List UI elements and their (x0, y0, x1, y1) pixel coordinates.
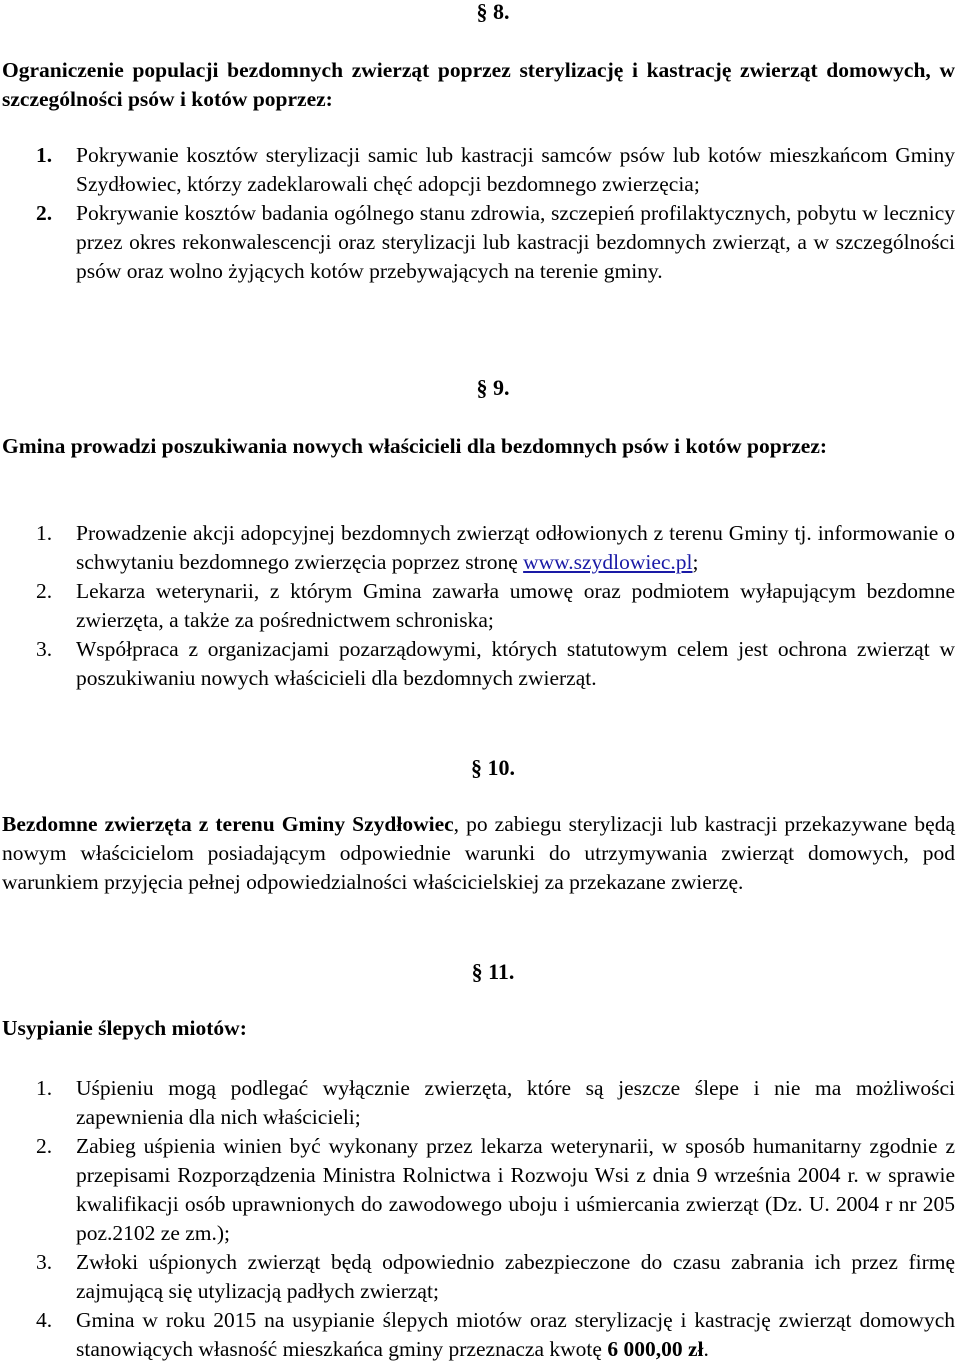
list-item-text: Zabieg uśpienia winien być wykonany przez lekarza weterynarii, w sposób humanitarny zgodnie z przepisami Rozporządzenia Ministra Rolnictwa i Rozwoju Wsi z dnia 9 września 2004 r. w sprawie kwalifikacji osób uprawnionych do zawodowego uboju i uśmiercania zwierząt (Dz. U. 2004 r nr 205 poz.2102 ze zm.); (76, 1134, 955, 1245)
website-link[interactable]: www.szydlowiec.pl (523, 550, 693, 574)
list-item-number: 4. (36, 1308, 53, 1332)
list-item-number: 3. (36, 1250, 53, 1274)
section-8-number: § 8. (476, 0, 510, 24)
list-item (0, 1074, 955, 1132)
section-10-paragraph (2, 810, 955, 897)
amount-value: 6 000,00 zł (607, 1337, 704, 1361)
list-item-number: 1. (36, 1076, 53, 1100)
list-item-number: 1. (36, 143, 53, 167)
list-item (0, 577, 955, 635)
list-item-text: Pokrywanie kosztów sterylizacji samic lub kastracji samców psów lub kotów mieszkańcom Gminy Szydłowiec, którzy zadeklarowali chęć adopcji bezdomnego zwierzęcia; (76, 143, 955, 196)
section-11-heading: Usypianie ślepych miotów: (2, 1016, 247, 1040)
section-9-intro: Gmina prowadzi poszukiwania nowych właścicieli dla bezdomnych psów i kotów poprzez: (2, 434, 828, 458)
list-item-number: 2. (36, 1134, 53, 1158)
list-item (0, 141, 955, 199)
section-9-number: § 9. (476, 375, 510, 400)
list-item (0, 1132, 955, 1248)
list-item-number: 1. (36, 521, 53, 545)
section-10-text: , po zabiegu sterylizacji lub kastracji przekazywane będą nowym właścicielom posiadającym odpowiednie warunki do utrzymywania zwierząt domowych, pod warunkiem przyjęcia pełnej odpowiedzialności właścicielskiej za przekazane zwierzę. (2, 812, 955, 894)
list-item (0, 635, 955, 693)
list-item-number: 3. (36, 637, 53, 661)
list-item-text: Gmina w roku 2015 na usypianie ślepych miotów oraz sterylizację i kastrację zwierząt domowych stanowiących własność mieszkańca gminy przeznacza kwotę (76, 1308, 955, 1361)
list-item-end: ; (692, 550, 699, 574)
section-8-list (0, 141, 955, 286)
section-8-intro: Ograniczenie populacji bezdomnych zwierząt poprzez sterylizację i kastrację zwierząt domowych, w szczególności psów i kotów poprzez: (2, 58, 955, 111)
list-item-text: Lekarza weterynarii, z którym Gmina zawarła umowę oraz podmiotem wyłapującym bezdomne zwierzęta, a także za pośrednictwem schroniska; (76, 579, 955, 632)
list-item-text: Współpraca z organizacjami pozarządowymi, których statutowym celem jest ochrona zwierząt w poszukiwaniu nowych właścicieli dla bezdomnych zwierząt. (76, 637, 955, 690)
list-item-number: 2. (36, 579, 53, 603)
section-11-list (0, 1074, 955, 1364)
section-9-list (0, 519, 955, 693)
list-item-text: Pokrywanie kosztów badania ogólnego stanu zdrowia, szczepień profilaktycznych, pobytu w lecznicy przez okres rekonwalescencji oraz sterylizacji lub kastracji bezdomnych zwierząt, a w szczególności psów oraz wolno żyjących kotów przebywających na terenie gminy. (76, 201, 955, 283)
section-11-number: § 11. (471, 959, 515, 984)
list-item (0, 519, 955, 577)
list-item-text: Prowadzenie akcji adopcyjnej bezdomnych zwierząt odłowionych z terenu Gminy tj. informowanie o schwytaniu bezdomnego zwierzęcia poprzez stronę (76, 521, 955, 574)
list-item (0, 1248, 955, 1306)
list-item (0, 199, 955, 286)
list-item-number: 2. (36, 201, 53, 225)
list-item-text: Uśpieniu mogą podlegać wyłącznie zwierzęta, które są jeszcze ślepe i nie ma możliwości zapewnienia dla nich właścicieli; (76, 1076, 955, 1129)
list-item-text: Zwłoki uśpionych zwierząt będą odpowiednio zabezpieczone do czasu zabrania ich przez firmę zajmującą się utylizacją padłych zwierząt; (76, 1250, 955, 1303)
section-10-bold-lead: Bezdomne zwierzęta z terenu Gminy Szydłowiec (2, 812, 454, 836)
list-item (0, 1306, 955, 1364)
list-item-end: . (703, 1337, 709, 1361)
section-10-number: § 10. (471, 755, 515, 780)
